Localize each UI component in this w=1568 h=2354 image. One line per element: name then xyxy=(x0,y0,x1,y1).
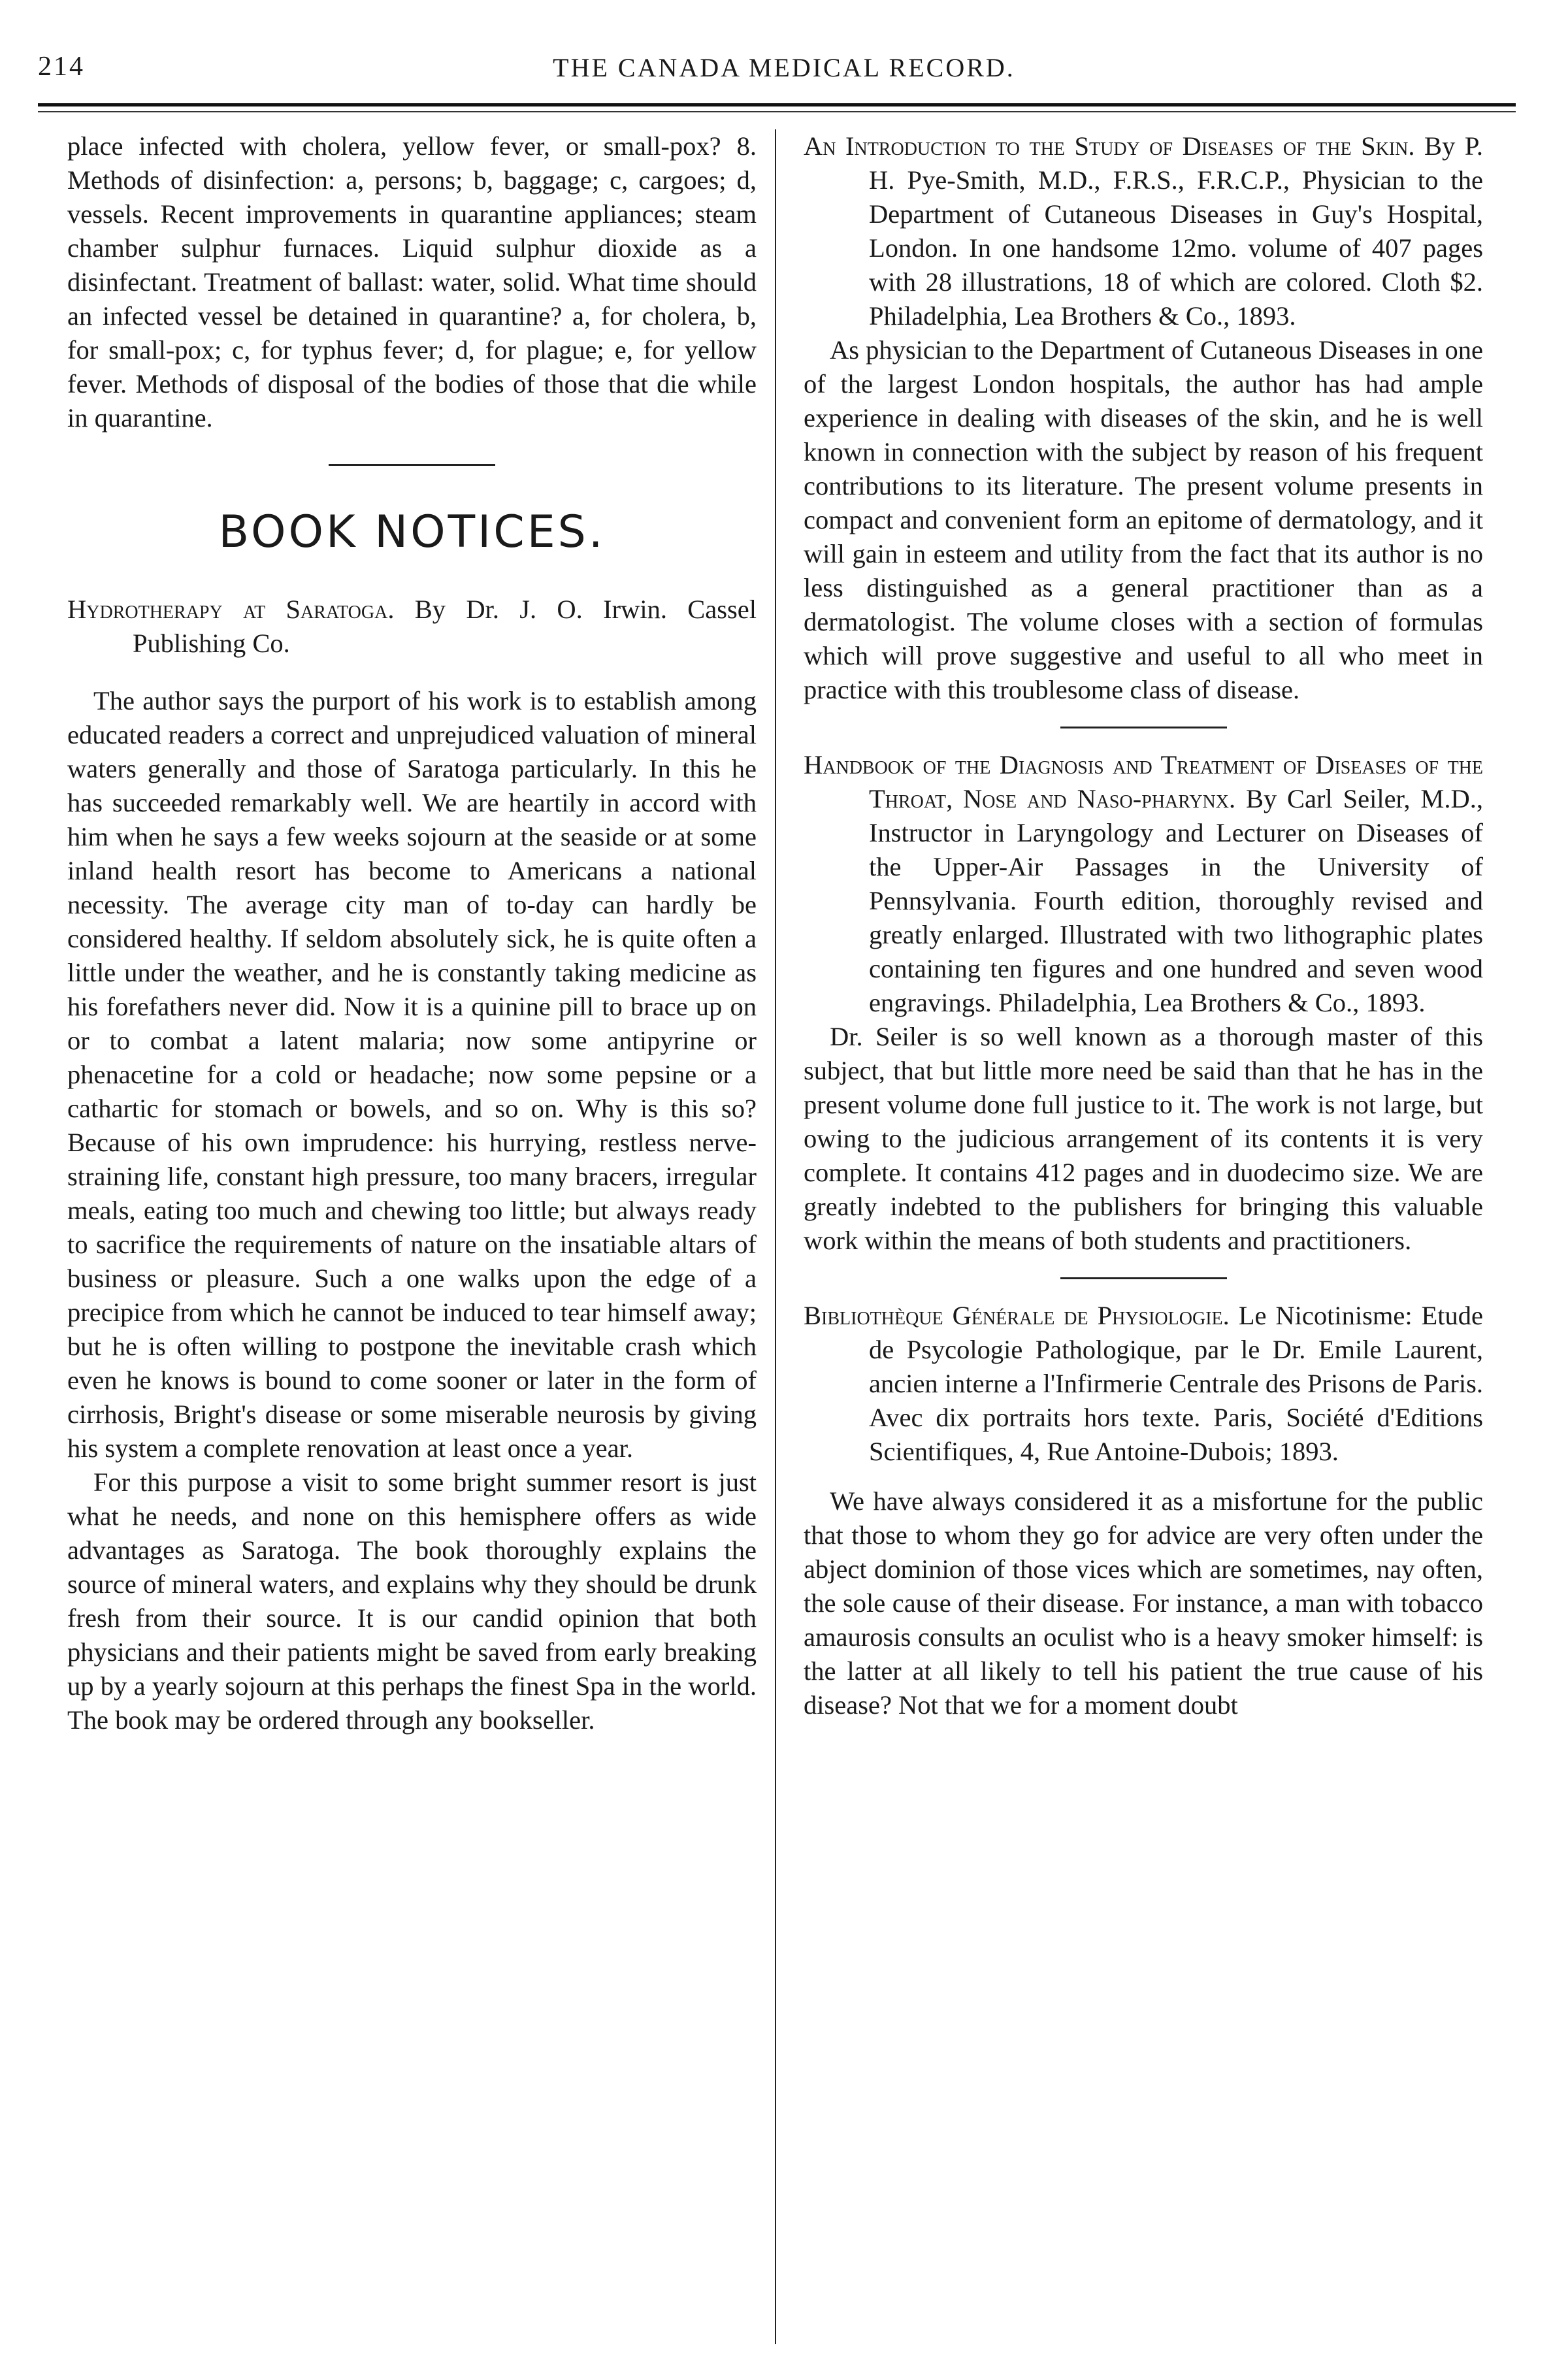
book-details: By Carl Seiler, M.D., Instructor in Laryngology and Lecturer on Diseases of the Upper-Air Passages in the University of Pennsylvania. Fourth edition, thoroughly revised and greatly enlarged. Illustrated with two lithographic plates containing ten figures and one hundred and seven wood engravings. Philadelphia, Lea Brothers & Co., 1893. xyxy=(869,784,1483,1017)
review-paragraph: We have always considered it as a misfortune for the public that those to whom they go for advice are very often under the abject dominion of those vices which are sometimes, nay often, the sole cause of their disease. For instance, a man with tobacco amaurosis consults an oculist who is a heavy smoker himself: is the latter at all likely to tell his patient the true cause of his disease? Not that we for a moment doubt xyxy=(804,1486,1483,1720)
quarantine-paragraph: place infected with cholera, yellow fever, or small-pox? 8. Methods of disinfection: a, persons; b, baggage; c, cargoes; d, vessels. Recent improvements in quarantine appliances; steam chamber sulphur furnaces. Liquid sulphur dioxide as a disinfectant. Treatment of ballast: water, solid. What time should an infected vessel be detained in quarantine? a, for cholera, b, for small-pox; c, for typhus fever; d, for plague; e, for yellow fever. Methods of disposal of the bodies of those that die while in quarantine. xyxy=(67,131,757,433)
header-rule-thick xyxy=(38,103,1516,106)
book-title: Handbook of the Diagnosis and Treatment of Diseases of the Throat, Nose and Naso-pharynx. xyxy=(804,750,1483,813)
book-entry-skin-diseases xyxy=(804,129,1483,333)
review-paragraph: As physician to the Department of Cutaneous Diseases in one of the largest London hospitals, the author has had ample experience in dealing with diseases of the skin, and he is well known in connection with the subject by reason of his frequent contributions to its literature. The present volume presents in compact and convenient form an epitome of dermatology, and it will gain in esteem and utility from the fact that its author is no less distinguished as a general practitioner than as a dermatologist. The volume closes with a section of formulas which will prove suggestive and useful to all who meet in practice with this troublesome class of disease. xyxy=(804,335,1483,704)
right-column xyxy=(804,129,1483,1722)
book-entry-nicotinisme xyxy=(804,1299,1483,1469)
header-rule-thin xyxy=(38,111,1516,112)
book-entry-hydrotherapy xyxy=(67,593,757,661)
separator-rule xyxy=(1060,1277,1227,1279)
book-title: An Introduction to the Study of Diseases of the Skin. xyxy=(804,131,1415,161)
review-paragraph: The author says the purport of his work is to establish among educated readers a correct and unprejudiced valuation of mineral waters generally and those of Saratoga particularly. In this he has succeeded remarkably well. We are heartily in accord with him when he says a few weeks sojourn at the seaside or at some inland health resort has become to Americans a national necessity. The average city man of to-day can hardly be considered healthy. If seldom absolutely sick, he is quite often a little under the weather, and he is constantly taking medicine as his forefathers never did. Now it is a quinine pill to brace up on or to combat a latent malaria; now some antipyrine or phenacetine for a cold or headache; now some pepsine or a cathartic for stomach or bowels, and so on. Why is this so? Because of his own imprudence: his hurrying, restless nerve-straining life, constant high pressure, too many bracers, irregular meals, eating too much and chewing too little; but always ready to sacrifice the requirements of nature on the insatiable altars of business or pleasure. Such a one walks upon the edge of a precipice from which he cannot be induced to tear himself away; but he is often willing to postpone the inevitable crash which even he knows is bound to come sooner or later in the form of cirrhosis, Bright's disease or some miserable neurosis by giving his system a complete renovation at least once a year. xyxy=(67,686,757,1463)
separator-rule xyxy=(329,464,495,466)
review-paragraph: Dr. Seiler is so well known as a thorough master of this subject, that but little more need be said than that he has in the present volume done full justice to it. The work is not large, but owing to the judicious arrangement of its contents it is very complete. It contains 412 pages and in duodecimo size. We are greatly indebted to the publishers for bringing this valuable work within the means of both students and practitioners. xyxy=(804,1022,1483,1255)
running-head: THE CANADA MEDICAL RECORD. xyxy=(553,53,1015,82)
book-entry-throat-handbook xyxy=(804,748,1483,1020)
book-details: Le Nicotinisme: Etude de Psycologie Pathologique, par le Dr. Emile Laurent, ancien interne a l'Infirmerie Centrale des Prisons de Paris. Avec dix portraits hors texte. Paris, Société d'Editions Scientifiques, 4, Rue Antoine-Dubois; 1893. xyxy=(869,1301,1484,1466)
column-divider xyxy=(775,129,776,2344)
review-paragraph: For this purpose a visit to some bright summer resort is just what he needs, and none on this hemisphere offers as wide advantages as Saratoga. The book thoroughly explains the source of mineral waters, and explains why they should be drunk fresh from their source. It is our candid opinion that both physicians and their patients might be saved from early breaking up by a yearly sojourn at this perhaps the finest Spa in the world. The book may be ordered through any bookseller. xyxy=(67,1467,757,1735)
section-title: BOOK NOTICES. xyxy=(218,506,606,558)
book-title: Bibliothèque Générale de Physiologie. xyxy=(804,1301,1230,1330)
book-title: Hydrotherapy at Saratoga. xyxy=(67,595,395,624)
separator-rule xyxy=(1060,727,1227,728)
left-column xyxy=(67,129,757,1737)
page-number: 214 xyxy=(38,52,85,82)
book-details: By Dr. J. O. Irwin. Cassel Publishing Co. xyxy=(133,595,757,658)
book-details: By P. H. Pye-Smith, M.D., F.R.S., F.R.C.P., Physician to the Department of Cutaneous Diseases in Guy's Hospital, London. In one handsome 12mo. volume of 407 pages with 28 illustrations, 18 of which are colored. Cloth $2. Philadelphia, Lea Brothers & Co., 1893. xyxy=(869,131,1483,331)
